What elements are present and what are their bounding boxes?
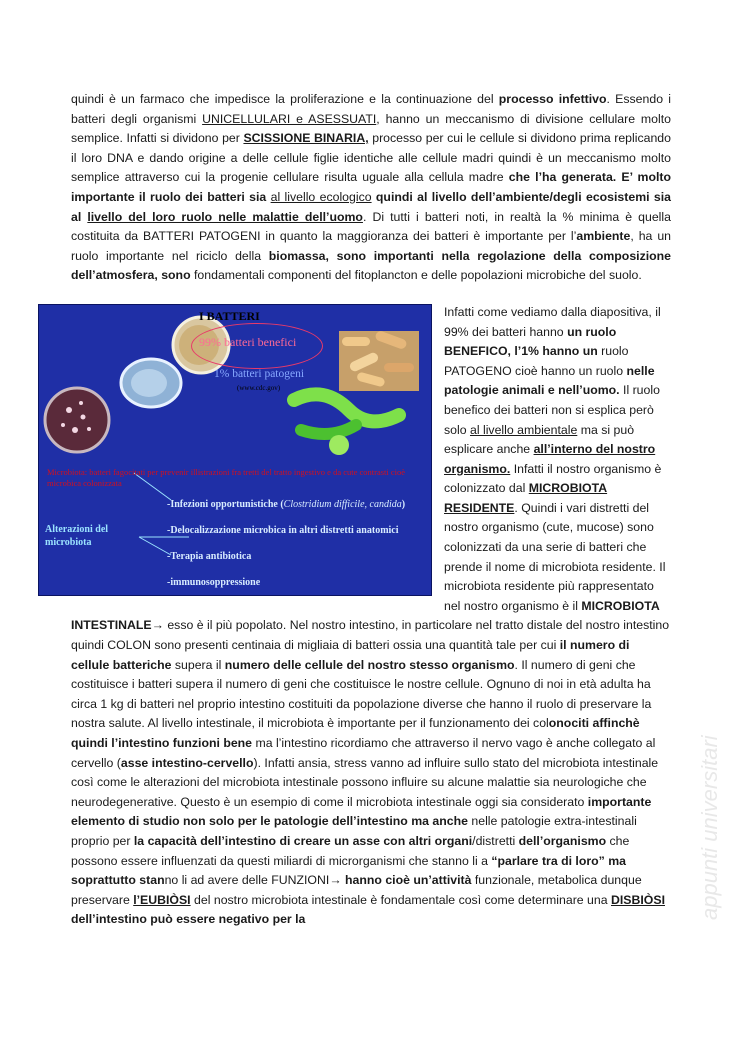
text-run: dell’intestino può essere negativo per la (71, 912, 306, 927)
petri-dish-3 (45, 388, 109, 452)
text-run: all’interno del nostro organismo. (444, 442, 656, 476)
text-run: importante elemento di studio non solo per le patologie dell’intestino ma anche (71, 794, 652, 829)
text-run: un ruolo BENEFICO, l’1% hanno un (444, 324, 617, 359)
text-run: Infatti il nostro organismo è colonizzato dal (444, 461, 662, 496)
text-run: . Quindi i vari distretti del nostro organismo (cute, mucose) sono colonizzati da una serie di batteri che prende il nome di microbiota residente. Il microbiota residente più rappresentato nel nostro organismo è il (444, 500, 666, 613)
text-run: nelle patologie animali e nell’uomo. (444, 363, 655, 398)
text-run: processo per cui le cellule si dividono prima replicando il loro DNA e dando origine a delle cellule figlie identiche alle cellule madri quindi è un meccanismo molto semplice attraverso cui la progenie cellulare risulta uguale alla cellula madre (71, 131, 671, 185)
text-run: processo infettivo (498, 92, 607, 106)
slide-alterazioni-label: Alterazioni del microbiota (45, 523, 109, 548)
text-run: MICROBIOTA RESIDENTE (444, 481, 608, 515)
text-run: quindi al livello dell’ambiente/degli ecosistemi sia al (71, 189, 671, 224)
slide-i-batteri (38, 304, 432, 596)
text-run: l’EUBIÒSI (133, 892, 191, 907)
paragraph-bacteria-intro (71, 90, 671, 286)
slide-title: I BATTERI (199, 308, 260, 323)
text-run: UNICELLULARI e ASESSUATI (202, 111, 377, 126)
text-run: funzionale, metabolica dunque preservare (71, 873, 642, 907)
text-run: , ha un ruolo importante nel riciclo della (71, 229, 672, 263)
text-run: ma l’intestino ricordiamo che attraverso il nervo vago è anche collegato al cervello ( (71, 736, 656, 770)
text-run: che l’ha generata. E’ molto importante il ruolo dei batteri sia (71, 170, 672, 204)
text-run: SCISSIONE BINARIA, (243, 131, 369, 146)
text-run: , hanno un meccanismo di divisione cellulare molto semplice. Infatti si dividono per (71, 111, 671, 146)
slide-red-note: Microbiota: batteri fagocitati per prevenir illistrazioni fra tretti del tratto ingestivo e da cute contrasti cioè microbica colonizzata (47, 466, 406, 488)
slide-item-terapia: -Terapia antibiotica (167, 550, 252, 562)
green-bacteria-image (294, 394, 399, 455)
text-run: che possono essere influenzati da questi miliardi di microrganismi che stanno li a (71, 833, 630, 868)
text-run: → hanno cioè un’attività (329, 873, 472, 888)
text-run: il numero di cellule batteriche (71, 638, 630, 672)
petri-dish-2 (121, 359, 181, 407)
slide-item-delocalizzazione: -Delocalizzazione microbica in altri distretti anatomici (167, 524, 399, 536)
text-run: del nostro microbiota intestinale è fondamentale così come determinare una (190, 892, 611, 907)
text-run: ). Infatti ansia, stress vanno ad influire sullo stato del microbiota intestinale così come le alterazioni del microbiota intestinale possono influire su alcune malattie sia neurologiche che neurodegenerative. Questo è un esempio di come il microbiota intestinale oggi sia considerato (71, 755, 659, 809)
slide-item-immunosoppressione: -immunosoppressione (167, 576, 261, 588)
text-run: esso è il più popolato. Nel nostro intestino, in particolare nel tratto distale del nostro intestino quindi COLON sono presenti centinaia di migliaia di batteri ossia una quantità tale per cui (71, 618, 670, 653)
text-run: supera il (171, 657, 225, 672)
slide-and-text (45, 303, 671, 930)
text-run: numero delle cellule del nostro stesso organismo (224, 657, 515, 672)
text-run: ma si può esplicare anche (444, 422, 635, 457)
text-run: . Essendo i batteri degli organismi (71, 92, 671, 126)
slide-patogeni-label: 1% batteri patogeni (214, 367, 305, 380)
rod-bacteria-image (339, 330, 419, 391)
slide-item-infezioni: -Infezioni opportunistiche (Clostridium difficile, candida) (167, 498, 406, 510)
text-run: dell’organismo (518, 833, 607, 848)
text-run: Infatti come vediamo dalla diapositiva, il 99% dei batteri hanno (444, 304, 661, 339)
text-run: biomassa, sono importanti nella regolazione della composizione dell’atmosfera, sono (71, 248, 671, 283)
watermark: appunti universitari (697, 735, 722, 920)
text-run: al livello ambientale (469, 422, 578, 437)
text-run: Il ruolo benefico dei batteri non si esplica però solo (444, 383, 660, 437)
text-run: la capacità dell’intestino di creare un asse con altri organi (133, 833, 473, 848)
text-run: onociti affinchè quindi l’intestino funzioni bene (71, 716, 640, 750)
text-run: ambiente (576, 229, 631, 244)
text-run: . Di tutti i batteri noti, in realtà la % minima è quella costituita da BATTERI PATOGENI in quanto la maggioranza dei batteri è importante per l’ (71, 209, 671, 244)
text-run: “parlare tra di loro” ma soprattutto stan (71, 853, 626, 888)
text-run: nelle patologie extra-intestinali proprio per (71, 814, 637, 848)
document-page (45, 90, 672, 930)
text-run: asse intestino-cervello (120, 755, 254, 770)
text-run: . Il numero di geni che costituisce i batteri supera il numero di geni che costituisce le nostre cellule. Ognuno di noi in età adulta ha circa 1 kg di batteri nel proprio intestino costituiti da popolazione diverse che hanno il ruolo di preservare la nostra salute. Al livello intestinale, il microbiota è importante per il funzionamento dei col (71, 657, 652, 731)
text-run: al livello ecologico (270, 189, 372, 204)
text-run: quindi è un farmaco che impedisce la proliferazione e la continuazione del (71, 92, 499, 106)
text-run: ruolo PATOGENO cioè hanno un ruolo (444, 344, 629, 378)
slide-source: (www.cdc.gov) (237, 383, 281, 392)
text-run: DISBIÒSI (611, 892, 665, 907)
text-run: fondamentali componenti del fitoplancton e delle popolazioni microbiche del suolo. (190, 268, 642, 283)
slide-benefici-label: 99% batteri benefici (199, 334, 297, 349)
text-run: livello del loro ruolo nelle malattie dell’uomo (87, 209, 363, 224)
text-run: MICROBIOTA INTESTINALE→ (71, 598, 660, 633)
text-run: no li ad avere delle FUNZIONI (164, 873, 330, 888)
text-run: /distretti (472, 833, 519, 848)
